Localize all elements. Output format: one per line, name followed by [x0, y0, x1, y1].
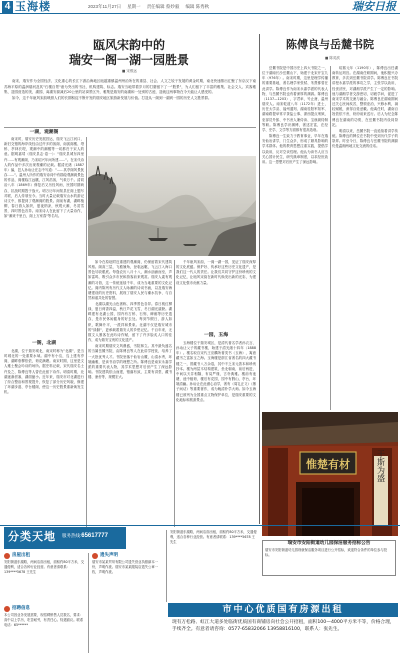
- divider: [4, 127, 256, 128]
- layout-editor: 编辑 陈秀秋: [185, 4, 210, 9]
- tender-notice-title: 瑞安市安阳街道幼儿园保洁服务招标公告: [287, 541, 371, 546]
- article1-col4-text: 南宋时期瑞安文风鼎盛，书院林立。其中最负盛名的当属岳麓书院，由陈傅良等人在此讲学授徒，培养了一大批优秀人才。书院坐落于仙岩山麓，山清水秀，环境幽雅，是读书治学的理想之所。陈傅良是南宋永嘉学派的重要代表人物，其学术思想对后世产生了深远影响。书院建筑依山而建，错落有致，主要有讲堂、藏书楼、斋舍等，规模宏大。: [88, 344, 172, 380]
- article2-col4-text: 明清以来，岳麓书院一直延续着讲学传统。陈傅良的牌位在书院中受到历代学子的祭拜。时至今日，陈傅良与岳麓书院的渊源仍是温湘两地文化交流的佳话。: [332, 128, 398, 149]
- academy-gate-photo: [262, 412, 398, 536]
- couplet-text: 于斯为盛: [376, 450, 386, 482]
- classified-top-rule: [0, 525, 400, 526]
- column-divider: [88, 553, 89, 653]
- article1-section1-title: 一湖，观潮阁: [29, 130, 59, 135]
- section-name: 玉海楼: [15, 1, 51, 13]
- article1-lead-p1: 南宋，瑞安作为全国经济、文化重心的长江下游沿海地区瓯越重镇温州州治所在的重县、社会、人文之较于发展的黄金时期，南北快速推出汇聚了东京汉下南苏海平原的温润瑞河及其"石楼百景"诸为突出的书社、机构建筑、标志。瑞安当地带着岁月的打磨留下了一"胜景"，为人们留下了丰富的雅集、社会文人、宾客雅集、造园营造的美，湖园、离湖安源减后20公里的站岗景区外，雅集是瑞安的南湖和一处别的古迹，造就这两事物在今天能让人感受的。: [4, 79, 256, 95]
- article1-lead: [4, 79, 256, 101]
- column-divider: [174, 260, 175, 527]
- tender-notice-text: 瑞安市安阳街道幼儿园现就保洁服务项目进行公开招标，欢迎符合条件的单位参与投标。: [265, 548, 387, 557]
- ad-rent: 安阳街道东湖路，两间店面出租，面积约80平方米，交通便利，适合各种行业经营。有意者请联系：139****5678 王先生: [4, 560, 85, 574]
- ad-jobs: 本公司因业务发展需要，现招聘销售人员数名，要求：高中以上学历，吃苦耐劳，有责任心。待遇面议。联系电话：65******: [4, 613, 84, 627]
- article2-col2: [332, 66, 398, 410]
- plaque-text: 惟楚有材: [306, 458, 350, 471]
- column-divider: [86, 137, 87, 527]
- article-divider: [259, 34, 260, 524]
- article1-col5a: [176, 260, 256, 330]
- article1-col2: [88, 260, 172, 300]
- newspaper-logo: 瑞安日报: [352, 0, 396, 13]
- category-rent: [4, 553, 30, 559]
- article1-col1: [4, 137, 84, 337]
- article1-lead-p2: 如今，这千年瓯风宋韵映照人们的长期积淀不断开发的瑞安地区旅游新发展与价值。打造从一阁到一湖到一园的历史人文胜景群。: [12, 95, 212, 100]
- classified-title: 分类天地: [8, 531, 56, 543]
- issue-weekday: 星期一: [127, 4, 141, 9]
- phone-number: 65617777: [81, 533, 108, 539]
- notice-icon: [92, 553, 98, 559]
- article1-section2-title: 一阁，北湖: [32, 341, 56, 346]
- article1-title: [0, 38, 258, 68]
- ad-lost: 瑞安市某某贸易有限公司遗失营业执照副本一份，声明作废。瑞安市某某服装店遗失公章一枚，声明作废。: [92, 560, 158, 574]
- article2-col1-text: 岳麓书院是中国历史上四大书院之一，位于湖南长沙岳麓山下，始建于北宋开宝九年（976年）。南宋时期，这里是理学传播的重要基地，著名理学家张栻、朱熹都曾在此讲学。陈傅良作为南宋永嘉学派的代表人物，与岳麓书院也有着深厚的渊源。陈傅良（1137—1203），字君举，号止斋，温州瑞安人。南宋乾道八年（1172年）进士，历任太学录、福州通判、湖南桂阳军知军、湖南路提举常平茶盐公事、浙西提点刑狱、吏部员外郎、中书舍人兼侍读、宝谟阁待制等职。陈傅良学识渊博，著述宏富，在经学、史学、文学等方面都有很高造诣。: [262, 66, 328, 132]
- article1-col6-text: 千年瓯风宋韵，一阁一湖一园，见证了瑞安深厚的文化底蕴。保护好、传承好这些历史文化遗产，是我们这一代人的责任。让我们共同守护这份珍贵的文化记忆，让瓯风宋韵在新时代焕发出新的光彩，为建设文化强市贡献力量。: [176, 260, 256, 285]
- article1-col2-text: 如今在原址附近重建的观潮阁，仍保留着宋代建筑风格。阁高三层，飞檐翘角，登临远眺，飞云江入海口景色尽收眼底。每逢农历八月十八，潮水汹涌而至，声如雷鸣，吸引众多市民和游客前来观赏。瑞安人素有观潮的习俗，这一传统延续千年，成为当地重要的文化记忆。阁内陈列有历代文人咏潮的诗词书画，以及瑞安海塘建设的历史资料，展现了瑞安人民与潮水抗争、与自然和谐共处的智慧。: [88, 260, 172, 300]
- article2-col2-text: 绍熙元年（1190年），陈傅良出任湖南转运判官。在湖南任职期间，他积极兴办教育，多次到岳麓书院讲学。陈傅良在书院讲授永嘉学派的事功之学，主张学以致用，经世济民，对湖湘学派产生了一定的影响。他与湖湘学者交游密切，切磋学问，促进了南宋学术的交流与融合。陈傅良在湖南期间还关心民间疾苦，整顿吏治，兴修水利，减轻赋税，深得百姓爱戴。他离任时，湖南百姓依依不舍，纷纷前来送行。后人为纪念陈傅良在湖南的功绩，在岳麓书院内设祠祭祀。: [332, 66, 398, 127]
- article1-col2b-text: 北湖，位于瑞安城北，南宋时称为"北湖"，是当时城北的一处重要水域。湖中有小岛，岛上建有亭阁，湖畔垂柳依依，荷花满塘。南宋时期，这里是文人雅士聚会吟诗的场所。据史料记载，宋代瑞安名士许及之、陈傅良等人曾在此留下诗作。明清时期，北湖逐渐淤塞，湖面缩小。近年来，瑞安市对北湖进行了综合整治和景观提升，恢复了部分历史风貌，修建了环湖步道、亭台楼阁，使这一历史胜景重新焕发生机。: [4, 349, 84, 395]
- rent-banner-title: 市中心优质国有房源出租: [222, 605, 344, 615]
- article1-col3: [88, 302, 172, 525]
- category-lost: [92, 553, 118, 559]
- masthead: [0, 0, 400, 14]
- category-lost-label: 遗失声明: [100, 553, 118, 558]
- classified-phone: [62, 533, 108, 539]
- academy-photo-svg: [262, 412, 398, 536]
- rent-banner-text: 现有万松路、虹江大道多处临街优质国有商铺房向社会公开招租，面积100—4000平方米不等，价格合理，手续齐全。有意者请咨询：0577-65832066 13958816100，联系人：张先生。: [172, 620, 395, 632]
- article1-col2b: [4, 349, 84, 525]
- painting-svg: [88, 156, 256, 256]
- briefcase-icon: [4, 606, 10, 612]
- masthead-meta: [88, 3, 209, 11]
- ad-misc: 安阳街道东湖路，两间店面出租，面积约80平方米，交通便利，适合各种行业经营。有意者请联系：139****5678 王先生: [170, 530, 257, 544]
- responsible-editor: 责任编辑 蔡妙毅: [146, 4, 180, 9]
- column-divider: [166, 530, 167, 602]
- article2-byline: ■ 陈英滨: [325, 56, 340, 60]
- article1-byline: ■ 宋维远: [122, 69, 137, 73]
- article1-title-line2: 瑞安一阁一湖一园胜景: [68, 53, 189, 67]
- article2-col3-text: 陈傅良一生致力于教育事业，早年在瑞安仙岩讲学，门生众多，形成了颇具影响的学术群体。他的教育思想注重实践，提倡学以致用，反对空谈性理。他认为读书人应当关心国计民生，研究典章制度，以求经世致用。这一思想对后世产生了深远影响。: [262, 134, 328, 164]
- article1-col5-text: 玉海楼位于瑞安城区，是清代著名学者孙衣言、孙诒让父子的藏书楼，始建于清光绪十四年（1888年）。楼名取自宋代王应麟所著类书《玉海》，寓意藏书之富如玉之海。玉海楼是浙江省著名的四大藏书楼之一，曾藏书八万余卷，其中不乏宋元善本和珍贵抄本。楼为两层木结构建筑，坐北朝南，前后两进，中间以天井相隔，布局严谨，古朴典雅。楼前有池塘，池中植荷，楼后有花园，园中有假山、亭台，环境清幽。孙诒让在此潜心治学，著有《周礼正义》《墨子间诂》等重要著作，成为晚清朴学大师。如今玉海楼已被列为全国重点文物保护单位，是瑞安重要的文化地标和旅游景点。: [176, 341, 256, 402]
- issue-date: 2023年11月27日: [88, 4, 122, 9]
- category-rent-label: 房屋出租: [12, 553, 30, 558]
- article1-section3-title: 一园，玉海: [204, 333, 228, 338]
- landscape-painting: [88, 156, 256, 256]
- article1-col5: [176, 341, 256, 525]
- category-jobs-label: 招聘信息: [12, 606, 30, 611]
- phone-label: 服务热线:: [62, 533, 82, 538]
- article1-title-line1: 瓯风宋韵中的: [92, 38, 165, 52]
- column-divider: [330, 66, 331, 410]
- page-number: 4: [2, 1, 13, 13]
- article2-title: 陈傅良与岳麓书院: [286, 38, 374, 51]
- article2-col1: [262, 66, 328, 410]
- article1-col3-text: 北湖以湖光山色著称，四季景色各异。春日桃红柳绿，夏日荷香四溢，秋日芦花飞雪，冬日湖光潋滟。湖畔建有北湖公园，园内有古桥、石刻、碑廊等历史遗存，是市民休闲健身的好去处。每到节假日，游人如织，歌舞升平，一派祥和景象。北湖不仅是瑞安城市的"绿肺"，更承载着瑞安人的乡愁记忆。千百年来，无数文人墨客在此吟诗作赋，留下了许多脍炙人口的佳作，成为瑞安宝贵的文化遗产。: [88, 302, 172, 343]
- house-icon: [4, 553, 10, 559]
- category-jobs: [4, 606, 30, 612]
- article1-col1-text: 南宋时，瑞安历史发展昌运，瑞安飞云江河口，新旧交错的海岸线经由过许多的荡阁，南滨阁楼、塔桥、亭林长堤，观潮中的潮楼等一切都归于宋人的意。据明嘉靖《瑞安县志·卷一》："瑞安县城东四里许……有观潮阁，乃宋绍兴年间所建……"。在宋代诗人的作品中多次出现观潮的记载。据清光绪（1887年）编，邑人孙诒让在志中写道："……其亭阁风景犹存……"。温州人所作的瑞安诗词中有描绘观潮阁景色的作品，阁楼临江远眺，江风浩荡，气象万千。清同治八年（1869年）修复后又历经风雨，民国时期尚存，抗战时期毁于战火。明万历年间知县在阁上题写对联，后人传颂至今。当时大量记载瑞安山水的游记诗文中，都提到了观潮阁的胜景。阁前有湖，湖畔植柳，春日游人如织，夏夜纳凉，秋观大潮，冬赏雪景，四时景色各异。南宋诗人在此留下了大量诗作，如"潮来千里白，阁上万家春"等名句。: [4, 137, 84, 219]
